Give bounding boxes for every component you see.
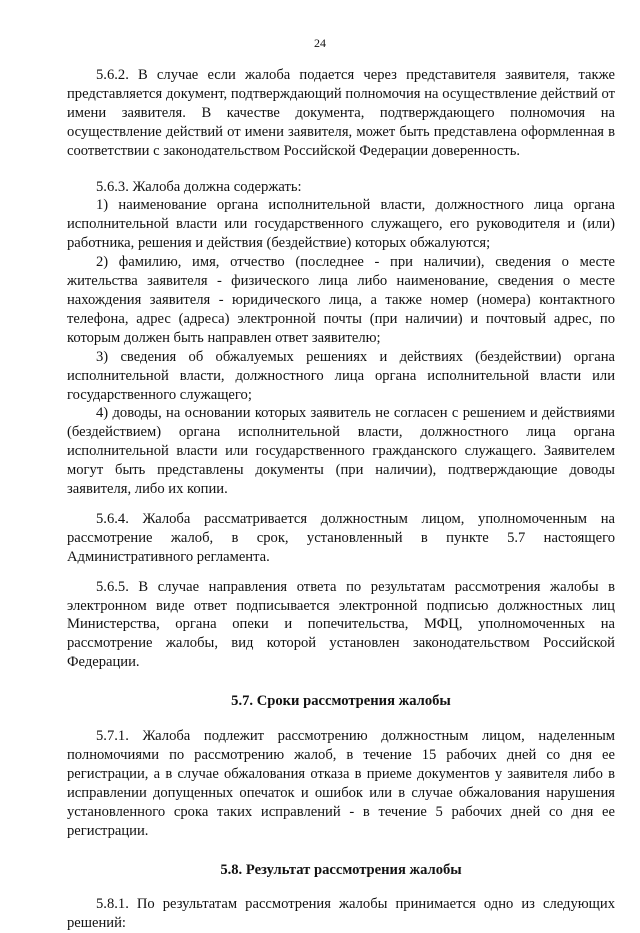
paragraph-5-6-3-intro: 5.6.3. Жалоба должна содержать:: [96, 178, 302, 195]
list-item: 3) сведения об обжалуемых решениях и действиях (бездействии) органа исполнительной власти, должностного лица органа исполнительной власти или государственного служащего;: [67, 348, 615, 403]
section-heading-5-7: 5.7. Сроки рассмотрения жалобы: [231, 693, 451, 710]
section-heading-5-8: 5.8. Результат рассмотрения жалобы: [220, 861, 462, 878]
paragraph-5-6-4: 5.6.4. Жалоба рассматривается должностным лицом, уполномоченным на рассмотрение жалоб, в срок, установленный в пункте 5.7 настоящего Административного регламента.: [67, 510, 615, 565]
paragraph-5-6-2: 5.6.2. В случае если жалоба подается через представителя заявителя, также представляется документ, подтверждающий полномочия на осуществление действий от имени заявителя. В качестве документа, подтверждающего полномочия на осуществление действий от имени заявителя, может быть представлена оформленная в соответствии с законодательством Российской Федерации доверенность.: [67, 67, 615, 159]
list-item: 2) фамилию, имя, отчество (последнее - при наличии), сведения о месте жительства заявителя - физического лица либо наименование, сведения о месте нахождения заявителя - юридического лица, а также номер (номера) контактного телефона, адрес (адреса) электронной почты (при наличии) и почтовый адрес, по которым должен быть направлен ответ заявителю;: [67, 254, 615, 346]
paragraph-5-7-1: 5.7.1. Жалоба подлежит рассмотрению должностным лицом, наделенным полномочиями по рассмотрению жалоб, в течение 15 рабочих дней со дня ее регистрации, а в случае обжалования отказа в приеме документов у заявителя либо в исправлении допущенных опечаток и ошибок или в случае обжалования нарушения установленного срока таких исправлений - в течение 5 рабочих дней со дня ее регистрации.: [67, 728, 615, 839]
document-body: [67, 66, 615, 933]
list-item: 1) наименование органа исполнительной власти, должностного лица органа исполнительной власти или государственного служащего, его руководителя и (или) работника, решения и действия (бездействие) которых обжалуются;: [67, 197, 615, 252]
paragraph-5-8-1: 5.8.1. По результатам рассмотрения жалобы принимается одно из следующих решений:: [67, 896, 615, 932]
paragraph-5-6-5: 5.6.5. В случае направления ответа по результатам рассмотрения жалобы в электронном виде ответ подписывается электронной подписью должностных лиц Министерства, органа опеки и попечительства, МФЦ, уполномоченных на рассмотрение жалобы, вид которой установлен законодательством Российской Федерации.: [67, 578, 615, 671]
list-item: 4) доводы, на основании которых заявитель не согласен с решением и действиями (бездействием) органа исполнительной власти, должностного лица органа исполнительной власти или государственного гражданского служащего. Заявителем могут быть представлены документы (при наличии), подтверждающие доводы заявителя, либо их копии.: [67, 405, 615, 498]
page-number: 24: [314, 36, 326, 50]
